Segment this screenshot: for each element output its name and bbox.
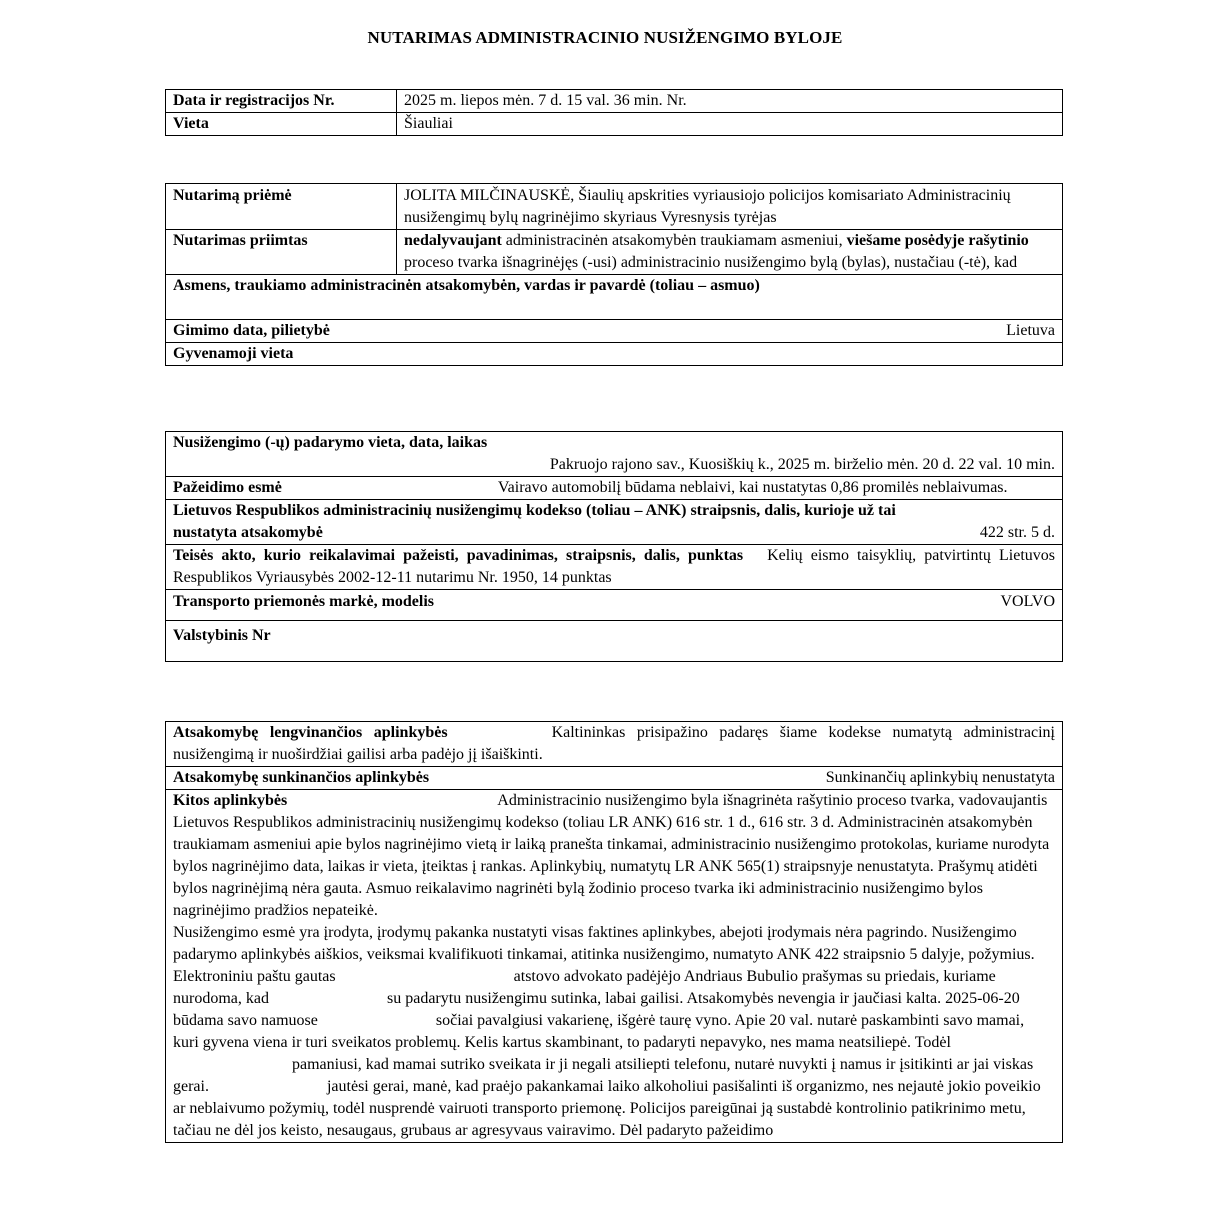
redacted-name-2 [273,988,383,1010]
redacted-name-3 [322,1010,432,1032]
offense-row-law [166,545,1063,590]
circ-row-other [166,790,1063,1143]
taken-by-label: Nutarimą priėmė [166,184,397,230]
offense-essence-cell [166,477,1063,500]
offense-law-value: Kelių eismo taisyklių, patvirtintų Lietuvos Respublikos Vyriausybės 2002-12-11 nutarimu Nr. 1950, 14 punktas [173,547,1055,586]
offense-essence-value: Vairavo automobilį būdama neblaivi, kai nustatytas 0,86 promilės neblaivumas. [497,479,1008,496]
decision-row-taken-by [166,184,1063,230]
aggravating-value: Sunkinančių aplinkybių nenustatyta [825,769,1055,786]
date-label: Data ir registracijos Nr. [166,90,397,113]
adopted-bold-2: viešame posėdyje rašytinio [846,232,1029,249]
decision-row-adopted [166,230,1063,275]
place-value: Šiauliai [397,113,1063,136]
date-value-text: 2025 m. liepos mėn. 7 d. 15 val. 36 min. Nr. [404,92,687,109]
birth-cell [166,320,1063,343]
other-p3d: sočiai pavalgiusi vakarienę, išgėrė taurę vyno. Apie 20 val. nutarė paskambinti savo mamai, kuri gyvena viena ir turi sveikatos problemų. Kelis kartus skambinant, to padaryti nepavyko, nes mama neatsiliepė. Todėl [173,1012,1025,1051]
document-title: NUTARIMAS ADMINISTRACINIO NUSIŽENGIMO BYLOJE [367,28,843,47]
circ-row-mitigating [166,722,1063,767]
offense-vehicle-cell [166,590,1063,621]
decision-row-residence [166,343,1063,366]
other-p3f: jautėsi gerai, manė, kad praėjo pakankamai laiko alkoholiui pasišalinti iš organizmo, nes nejautė jokio poveikio ar neblaivumo požymių, todėl nusprendė vairuoti transporto priemonę. Policijos pareigūnai ją sustabdė kontrolinio patikrinimo metu, tačiau ne dėl jos keisto, nesaugaus, grubaus ar agresyvaus vairavimo. Dėl padaryto pažeidimo [173,1078,1041,1139]
offense-place-label: Nusižengimo (-ų) padarymo vieta, data, laikas [173,434,488,451]
circ-row-aggravating [166,767,1063,790]
registration-row-place [166,113,1063,136]
registration-row-date [166,90,1063,113]
offense-essence-label: Pažeidimo esmė [173,479,282,496]
redacted-name-5 [213,1076,323,1098]
offense-table [165,431,1063,662]
birth-label: Gimimo data, pilietybė [173,322,330,339]
aggravating-label: Atsakomybę sunkinančios aplinkybės [173,769,430,786]
other-p1-rest: tvarka, vadovaujantis Lietuvos Respublikos administracinių nusižengimų kodekso (toliau LR ANK) 616 str. 1 d., 616 str. 3 d. Administracinėn atsakomybėn traukiamam asmeniui apie bylos nagrinėjimo vietą ir laiką pranešta tinkamai, administracinio nusižengimo protokolas, kuriame nurodyta bylos nagrinėjimo data, laikas ir vieta, įteiktas į rankas. Aplinkybių, numatytų LR ANK 565(1) straipsnyje nenustatyta. Prašymų atidėti bylos nagrinėjimą nėra gauta. Asmuo reikalavimo nagrinėti bylą žodinio proceso tvarka iki administracinio nusižengimo bylos nagrinėjimo pradžios nepateikė. [173,792,1050,919]
other-p3e: pamaniusi, kad mamai sutriko sveikata ir ji negali atsiliepti telefonu, nutarė nuvykti į namus ir įsitikinti ar jai viskas gerai. [173,1056,1034,1095]
decision-row-person [166,275,1063,320]
other-p1-lead: Administracinio nusižengimo byla išnagrinėta rašytinio proceso [497,792,907,809]
other-paragraph-1 [173,790,1050,922]
other-p3c: su padarytu nusižengimu sutinka, labai gailisi. Atsakomybės nevengia ir jaučiasi kalta. 2025-06-20 būdama savo namuose [173,990,1020,1029]
adopted-value [397,230,1063,275]
offense-place-value: Pakruojo rajono sav., Kuosiškių k., 2025 m. birželio mėn. 20 d. 22 val. 10 min. [549,456,1055,473]
person-label: Asmens, traukiamo administracinėn atsakomybėn, vardas ir pavardė (toliau – asmuo) [166,275,1063,320]
registration-table [165,89,1063,136]
redacted-name-1 [340,966,510,988]
other-paragraph-3 [173,966,1050,1142]
mitigating-value: Kaltininkas prisipažino padaręs šiame kodekse numatytą administracinį nusižengimą ir nuoširdžiai gailisi arba padėjo jį išaiškinti. [173,724,1055,763]
date-value [397,90,1063,113]
other-cell [166,790,1063,1143]
offense-row-place [166,432,1063,477]
other-paragraph-2: Nusižengimo esmė yra įrodyta, įrodymų pakanka nustatyti visas faktines aplinkybes, abejoti įrodymais nėra pagrindo. Nusižengimo padarymo aplinkybės aiškios, veiksmai kvalifikuoti tinkamai, atitinka nusižengimo, numatyto ANK 422 straipsnio 5 dalyje, požymius. [173,924,1035,963]
offense-place-cell [166,432,1063,477]
offense-row-code [166,500,1063,545]
offense-row-vehicle [166,590,1063,621]
residence-label: Gyvenamoji vieta [166,343,1063,366]
plate-label: Valstybinis Nr [166,621,1063,662]
place-label: Vieta [166,113,397,136]
offense-code-label: Lietuvos Respublikos administracinių nusižengimų kodekso (toliau – ANK) straipsnis, dalis, kurioje už tai nustatyta atsakomybė [173,502,896,541]
birth-value: Lietuva [1006,322,1055,339]
decision-table [165,183,1063,366]
decision-row-birth [166,320,1063,343]
adopted-text-2: proceso tvarka išnagrinėjęs (-usi) administracinio nusižengimo bylą (bylas), nustačiau (-tė), kad [404,254,1018,271]
vehicle-value: VOLVO [1000,593,1055,610]
offense-code-value: 422 str. 5 d. [979,524,1055,541]
redacted-registration-number [687,90,867,112]
adopted-bold-1: nedalyvaujant [404,232,502,249]
taken-by-value: JOLITA MILČINAUSKĖ, Šiaulių apskrities vyriausiojo policijos komisariato Administracinių nusižengimų bylų nagrinėjimo skyriaus Vyresnysis tyrėjas [397,184,1063,230]
vehicle-label: Transporto priemonės markė, modelis [173,593,435,610]
other-label: Kitos aplinkybės [173,792,288,809]
aggravating-cell [166,767,1063,790]
mitigating-label: Atsakomybę lengvinančios aplinkybės [173,724,448,741]
redacted-name-4 [173,1054,288,1076]
adopted-label: Nutarimas priimtas [166,230,397,275]
offense-code-cell [166,500,1063,545]
mitigating-cell [166,722,1063,767]
circumstances-table [165,721,1063,1143]
offense-row-plate [166,621,1063,662]
offense-law-cell [166,545,1063,590]
adopted-text-1: administracinėn atsakomybėn traukiamam asmeniui, [501,232,847,249]
offense-row-essence [166,477,1063,500]
offense-law-label: Teisės akto, kurio reikalavimai pažeisti, pavadinimas, straipsnis, dalis, punktas [173,547,744,564]
other-p3a: Elektroniniu paštu gautas [173,968,336,985]
other-p3b: atstovo advokato padėjėjo Andriaus Bubulio prašymas su priedais, kuriame nurodoma, kad [173,968,996,1007]
